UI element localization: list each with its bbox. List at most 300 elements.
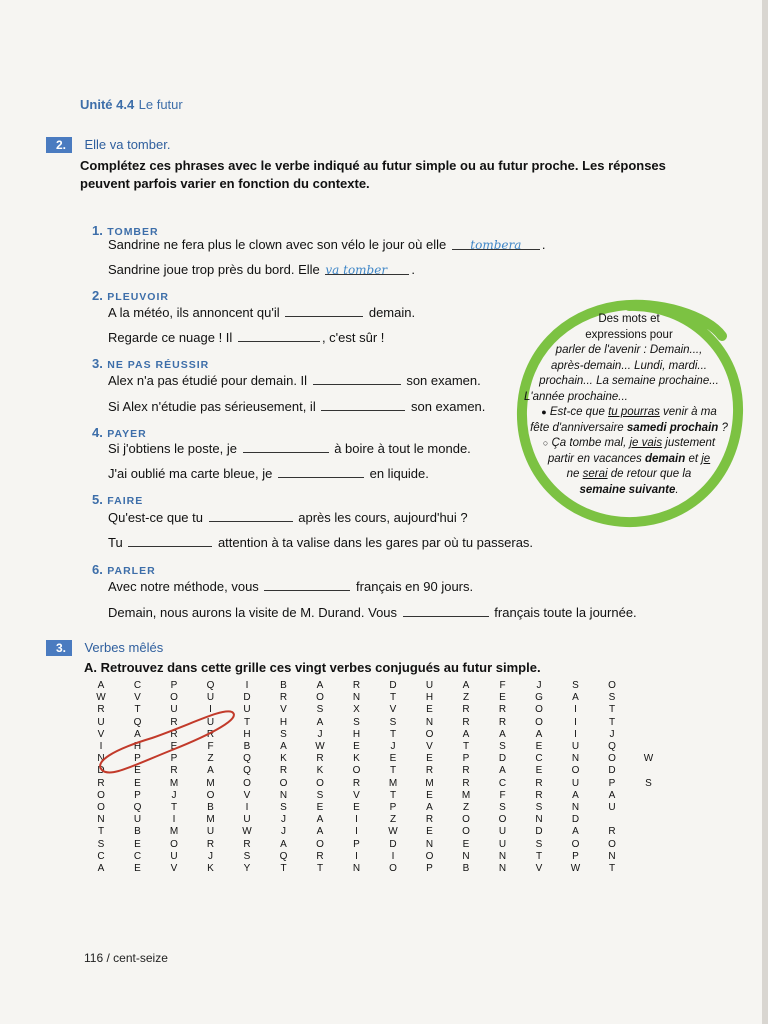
grid-letter[interactable]: Y [243,863,251,874]
grid-letter[interactable]: R [462,716,470,728]
grid-letter[interactable]: O [352,765,361,777]
grid-letter[interactable]: M [169,777,179,789]
grid-letter[interactable]: O [170,692,178,704]
grid-letter[interactable]: O [425,728,434,740]
grid-letter[interactable]: M [206,814,215,826]
grid-letter[interactable]: U [571,777,580,789]
grid-letter[interactable]: O [279,777,288,789]
sentence-end: son examen. [410,399,486,414]
circled-word-highlight [92,700,252,780]
grid-letter[interactable]: E [134,765,141,777]
grid-letter[interactable]: T [462,741,470,752]
grid-letter[interactable]: O [170,838,178,850]
grid-letter[interactable]: E [353,802,360,813]
answer-blank[interactable] [264,578,350,591]
grid-letter[interactable]: A [426,802,433,813]
item-verb: NE PAS RÉUSSIR [107,359,210,371]
grid-letter[interactable]: A [608,789,616,801]
grid-letter[interactable]: U [498,826,507,838]
grid-letter[interactable]: V [170,863,178,874]
grid-letter[interactable]: T [280,863,287,874]
grid-letter[interactable]: U [571,741,580,752]
grid-letter[interactable]: T [608,863,616,874]
grid-letter[interactable]: I [355,850,358,862]
grid-letter[interactable]: A [572,826,579,838]
grid-letter[interactable]: R [243,838,251,850]
grid-letter[interactable]: P [134,753,141,765]
grid-letter[interactable]: S [645,777,652,789]
item-4-sentence-2 [108,465,429,481]
grid-letter[interactable]: W [242,826,252,838]
answer-blank[interactable] [209,509,293,522]
grid-letter[interactable]: Q [206,680,215,691]
grid-letter[interactable]: M [461,789,471,801]
grid-letter[interactable]: T [389,789,397,801]
grid-letter[interactable]: R [535,777,543,789]
grid-letter[interactable]: S [243,850,251,862]
grid-letter[interactable]: F [499,789,506,801]
grid-letter[interactable]: Z [389,814,397,826]
grid-letter[interactable]: J [317,728,323,740]
item-number: 1. [92,223,103,238]
grid-letter[interactable]: J [390,741,396,752]
grid-letter[interactable]: W [643,753,654,765]
grid-letter[interactable]: W [315,741,325,752]
grid-letter[interactable]: A [280,838,287,850]
grid-letter[interactable]: N [97,753,105,765]
item-2-sentence-2 [108,329,384,345]
grid-letter[interactable]: I [245,680,249,691]
grid-letter[interactable]: P [572,850,579,862]
grid-letter[interactable]: H [243,728,251,740]
grid-letter[interactable]: S [608,692,616,704]
grid-letter[interactable]: N [425,716,434,728]
grid-letter[interactable]: R [97,777,105,789]
grid-letter[interactable]: B [134,826,141,838]
grid-letter[interactable]: O [97,789,105,801]
grid-letter[interactable]: Q [243,753,251,765]
grid-letter[interactable]: H [352,728,361,740]
grid-letter[interactable]: S [353,716,360,728]
grid-letter[interactable]: S [280,802,287,813]
grid-letter[interactable]: V [134,692,141,704]
grid-letter[interactable]: P [134,789,141,801]
grid-letter[interactable]: R [316,850,324,862]
grid-letter[interactable]: R [97,704,105,716]
grid-letter[interactable]: T [316,863,324,874]
grid-letter[interactable]: Q [608,741,616,752]
grid-letter[interactable]: O [389,863,397,874]
grid-letter[interactable]: M [206,777,215,789]
grid-letter[interactable]: E [426,826,433,838]
grid-letter[interactable]: Z [207,753,214,765]
grid-letter[interactable]: Q [279,850,288,862]
grid-letter[interactable]: I [574,728,577,740]
handwritten-answer: tombera [470,238,522,252]
grid-letter[interactable]: V [97,728,105,740]
grid-letter[interactable]: P [170,753,178,765]
grid-letter[interactable]: U [170,704,178,716]
grid-letter[interactable]: S [572,680,579,691]
grid-letter[interactable]: F [207,741,214,752]
grid-letter[interactable]: C [133,680,142,691]
grid-letter[interactable]: V [389,704,397,716]
grid-letter[interactable]: V [426,741,433,752]
example-text: partir en vacances [547,452,645,465]
grid-letter[interactable]: O [571,838,580,850]
grid-letter[interactable]: O [498,814,507,826]
grid-letter[interactable]: N [571,753,580,765]
grid-letter[interactable]: U [133,814,142,826]
answer-blank[interactable] [325,262,409,275]
sidebar-line: après-demain... Lundi, mardi... [551,359,707,372]
sentence-text: Si j'obtiens le poste, je [108,441,237,456]
item-5-label [92,491,143,509]
grid-letter[interactable]: I [574,716,577,728]
grid-letter[interactable]: U [425,680,434,691]
grid-letter[interactable]: N [352,863,361,874]
grid-letter[interactable]: T [608,704,616,716]
grid-letter[interactable]: A [316,826,324,838]
grid-letter[interactable]: V [243,789,251,801]
exercise-title: Verbes mêlés [84,640,164,655]
grid-letter[interactable]: M [388,777,398,789]
grid-letter[interactable]: R [535,789,543,801]
grid-letter[interactable]: U [243,704,251,716]
grid-letter[interactable]: U [608,802,616,813]
sidebar-line: expressions pour [585,328,673,341]
grid-letter[interactable]: J [281,826,286,838]
grid-letter[interactable]: C [535,753,543,765]
grid-letter[interactable]: A [572,692,579,704]
sentence-text: Si Alex n'étudie pas sérieusement, il [108,399,316,414]
grid-letter[interactable]: K [316,765,324,777]
grid-letter[interactable]: R [170,728,178,740]
grid-letter[interactable]: S [535,802,543,813]
grid-letter[interactable]: R [206,728,215,740]
item-6-sentence-1 [108,578,473,594]
grid-letter[interactable]: N [97,814,105,826]
grid-letter[interactable]: T [170,802,178,813]
answer-blank[interactable] [238,329,320,342]
grid-letter[interactable]: I [391,850,395,862]
grid-letter[interactable]: R [608,826,616,838]
grid-letter[interactable]: R [352,777,361,789]
grid-letter[interactable]: I [355,814,358,826]
grid-letter[interactable]: D [535,826,543,838]
grid-letter[interactable]: E [535,741,543,752]
grid-letter[interactable]: R [462,765,470,777]
grid-letter[interactable]: R [206,838,215,850]
sidebar-line: prochain... La semaine prochaine... [539,375,719,387]
grid-letter[interactable]: O [206,789,215,801]
grid-letter[interactable]: R [170,716,178,728]
item-4-sentence-1 [108,440,471,456]
grid-letter[interactable]: Z [462,802,470,813]
grid-letter[interactable]: A [462,728,470,740]
grid-letter[interactable]: U [97,716,105,728]
item-2-label [92,287,169,305]
grid-letter[interactable]: D [571,814,580,826]
grid-letter[interactable]: S [316,789,324,801]
grid-letter[interactable]: H [425,692,434,704]
sentence-text: Sandrine joue trop près du bord. Elle [108,262,320,277]
grid-letter[interactable]: O [316,777,324,789]
grid-letter[interactable]: P [170,680,178,691]
answer-blank[interactable] [278,465,364,478]
example-text: Est-ce que [549,406,609,418]
grid-letter[interactable]: R [170,765,178,777]
grid-letter[interactable]: T [608,716,616,728]
grid-letter[interactable]: N [462,850,470,862]
grid-letter[interactable]: N [498,850,507,862]
grid-letter[interactable]: E [426,753,433,765]
grid-letter[interactable]: F [499,680,506,691]
grid-letter[interactable]: P [389,802,397,813]
grid-letter[interactable]: E [134,863,141,874]
answer-blank[interactable] [403,604,489,617]
grid-letter[interactable]: U [206,826,215,838]
sidebar-line: Des mots et [598,313,660,325]
answer-blank[interactable] [452,237,540,250]
grid-letter[interactable]: R [462,777,470,789]
grid-letter[interactable]: T [134,704,141,716]
grid-letter[interactable]: A [280,741,287,752]
grid-letter[interactable]: W [96,692,106,704]
sentence-text: A la météo, ils annoncent qu'il [108,305,280,320]
grid-letter[interactable]: O [608,838,616,850]
page-edge [762,0,768,1024]
grid-letter[interactable]: Q [133,802,142,813]
sentence-end: en liquide. [369,466,429,481]
grid-letter[interactable]: A [134,728,141,740]
grid-letter[interactable]: D [498,753,507,765]
grid-letter[interactable]: I [574,704,577,716]
grid-letter[interactable]: E [389,753,397,765]
grid-letter[interactable]: A [499,728,506,740]
grid-letter[interactable]: D [389,680,397,691]
grid-letter[interactable]: K [207,863,214,874]
grid-letter[interactable]: Z [462,692,470,704]
grid-letter[interactable]: J [281,814,286,826]
grid-letter[interactable]: A [316,716,324,728]
grid-letter[interactable]: E [535,765,543,777]
grid-letter[interactable]: R [425,814,434,826]
grid-letter[interactable]: U [243,814,251,826]
grid-letter[interactable]: O [425,850,434,862]
grid-letter[interactable]: O [571,765,580,777]
grid-letter[interactable]: I [209,704,212,716]
grid-letter[interactable]: T [389,692,397,704]
grid-letter[interactable]: T [535,850,543,862]
grid-letter[interactable]: V [353,789,360,801]
grid-letter[interactable]: R [498,704,507,716]
grid-letter[interactable]: V [280,704,287,716]
grid-letter[interactable]: O [535,704,543,716]
grid-letter[interactable]: D [608,765,616,777]
example-2-line-3 [518,467,740,483]
example-underlined: je vais [629,437,663,449]
grid-letter[interactable]: J [208,850,213,862]
grid-letter[interactable]: U [498,838,507,850]
sentence-end: attention à ta valise dans les gares par où tu passeras. [217,535,534,550]
grid-letter[interactable]: S [316,704,324,716]
exercise-3-instruction: A. Retrouvez dans cette grille ces vingt verbes conjugués au futur simple. [84,660,541,675]
answer-blank[interactable] [128,534,212,547]
grid-letter[interactable]: T [389,728,397,740]
grid-letter[interactable]: B [207,802,214,813]
grid-letter[interactable]: O [316,692,324,704]
grid-letter[interactable]: N [425,838,434,850]
grid-letter[interactable]: Q [133,716,142,728]
grid-letter[interactable]: B [280,680,287,691]
grid-letter[interactable]: R [279,765,288,777]
grid-letter[interactable]: I [355,826,358,838]
grid-letter[interactable]: R [352,680,361,691]
grid-letter[interactable]: C [97,850,105,862]
sidebar-line: L'année prochaine... [524,390,628,403]
grid-letter[interactable]: C [133,850,142,862]
example-underlined: tu pourras [608,406,660,418]
sentence-text: Regarde ce nuage ! Il [108,330,233,345]
grid-letter[interactable]: A [316,814,324,826]
grid-letter[interactable]: N [279,789,288,801]
grid-letter[interactable]: E [499,692,506,704]
item-6-label [92,561,156,579]
grid-letter[interactable]: A [97,863,105,874]
example-text: venir à ma [659,406,717,418]
grid-letter[interactable]: M [169,826,179,838]
answer-blank[interactable] [321,398,405,411]
grid-letter[interactable]: D [389,838,397,850]
grid-letter[interactable]: J [171,789,177,801]
grid-letter[interactable]: W [570,863,581,874]
grid-letter[interactable]: P [608,777,616,789]
grid-letter[interactable]: O [316,838,324,850]
item-3-label [92,355,209,373]
grid-letter[interactable]: X [353,704,360,716]
grid-letter[interactable]: S [499,802,506,813]
grid-letter[interactable]: S [389,716,397,728]
grid-letter[interactable]: W [388,826,398,838]
grid-letter[interactable]: U [206,692,215,704]
grid-letter[interactable]: E [170,741,178,752]
grid-letter[interactable]: O [462,826,470,838]
grid-letter[interactable]: P [426,863,433,874]
grid-letter[interactable]: N [608,850,616,862]
grid-letter[interactable]: Q [243,765,251,777]
grid-letter[interactable]: N [498,863,507,874]
grid-letter[interactable]: P [353,838,360,850]
grid-letter[interactable]: E [353,741,360,752]
grid-letter[interactable]: A [316,680,324,691]
grid-letter[interactable]: O [97,802,105,813]
grid-letter[interactable]: E [426,704,433,716]
grid-letter[interactable]: J [609,728,615,740]
item-6-sentence-2 [108,604,637,620]
grid-letter[interactable]: O [608,753,616,765]
item-verb: PAYER [107,428,147,440]
answer-blank[interactable] [243,440,329,453]
grid-letter[interactable]: I [99,741,103,752]
sentence-text: Demain, nous aurons la visite de M. Durand. Vous [108,605,398,620]
item-3-sentence-2 [108,398,485,414]
grid-letter[interactable]: R [425,765,434,777]
grid-letter[interactable]: A [535,728,543,740]
grid-letter[interactable]: V [535,863,543,874]
example-bold: demain [644,452,686,465]
grid-letter[interactable]: E [316,802,324,813]
grid-letter[interactable]: P [462,753,470,765]
grid-letter[interactable]: R [462,704,470,716]
grid-letter[interactable]: J [536,680,542,691]
answer-blank[interactable] [285,304,363,317]
grid-letter[interactable]: A [207,765,214,777]
grid-letter[interactable]: R [498,716,507,728]
grid-letter[interactable]: S [280,728,287,740]
grid-letter[interactable]: G [535,692,543,704]
grid-letter[interactable]: O [608,680,616,691]
grid-letter[interactable]: T [389,765,397,777]
grid-letter[interactable]: H [279,716,288,728]
grid-letter[interactable]: R [279,692,288,704]
grid-letter[interactable]: B [243,741,251,752]
grid-letter[interactable]: E [134,777,141,789]
grid-letter[interactable]: E [134,838,141,850]
grid-letter[interactable]: T [97,826,105,838]
grid-letter[interactable]: M [425,777,434,789]
grid-letter[interactable]: K [353,753,360,765]
grid-letter[interactable]: A [499,765,506,777]
exercise-number: 3. [46,640,72,656]
grid-letter[interactable]: U [170,850,178,862]
bullet-filled-icon: ● [541,407,547,417]
grid-letter[interactable]: N [571,802,580,813]
grid-letter[interactable]: I [245,802,249,813]
grid-letter[interactable]: E [462,838,470,850]
grid-letter[interactable]: S [97,838,105,850]
grid-letter[interactable]: A [97,680,105,691]
exercise-2-header [46,136,170,154]
grid-letter[interactable]: I [172,814,176,826]
grid-letter[interactable]: O [243,777,251,789]
grid-letter[interactable]: N [352,692,361,704]
grid-letter[interactable]: S [535,838,543,850]
answer-blank[interactable] [313,372,401,385]
grid-letter[interactable]: A [462,680,470,691]
sentence-end: français en 90 jours. [356,579,474,594]
grid-letter[interactable]: H [133,741,142,752]
grid-letter[interactable]: O [462,814,470,826]
grid-letter[interactable]: E [426,789,433,801]
grid-letter[interactable]: C [498,777,507,789]
grid-letter[interactable]: R [316,753,324,765]
exercise-title: Elle va tomber. [84,137,171,152]
page-separator: / [106,951,110,965]
grid-letter[interactable]: D [243,692,251,704]
example-2-line-1 [518,436,740,452]
grid-letter[interactable]: S [499,741,506,752]
grid-letter[interactable]: T [243,716,251,728]
grid-letter[interactable]: N [535,814,543,826]
grid-letter[interactable]: U [206,716,215,728]
item-2-sentence-1 [108,304,415,320]
grid-letter[interactable]: B [462,863,470,874]
grid-letter[interactable]: O [535,716,543,728]
grid-letter[interactable]: A [572,789,579,801]
grid-letter[interactable]: D [97,765,105,777]
grid-letter[interactable]: K [280,753,287,765]
